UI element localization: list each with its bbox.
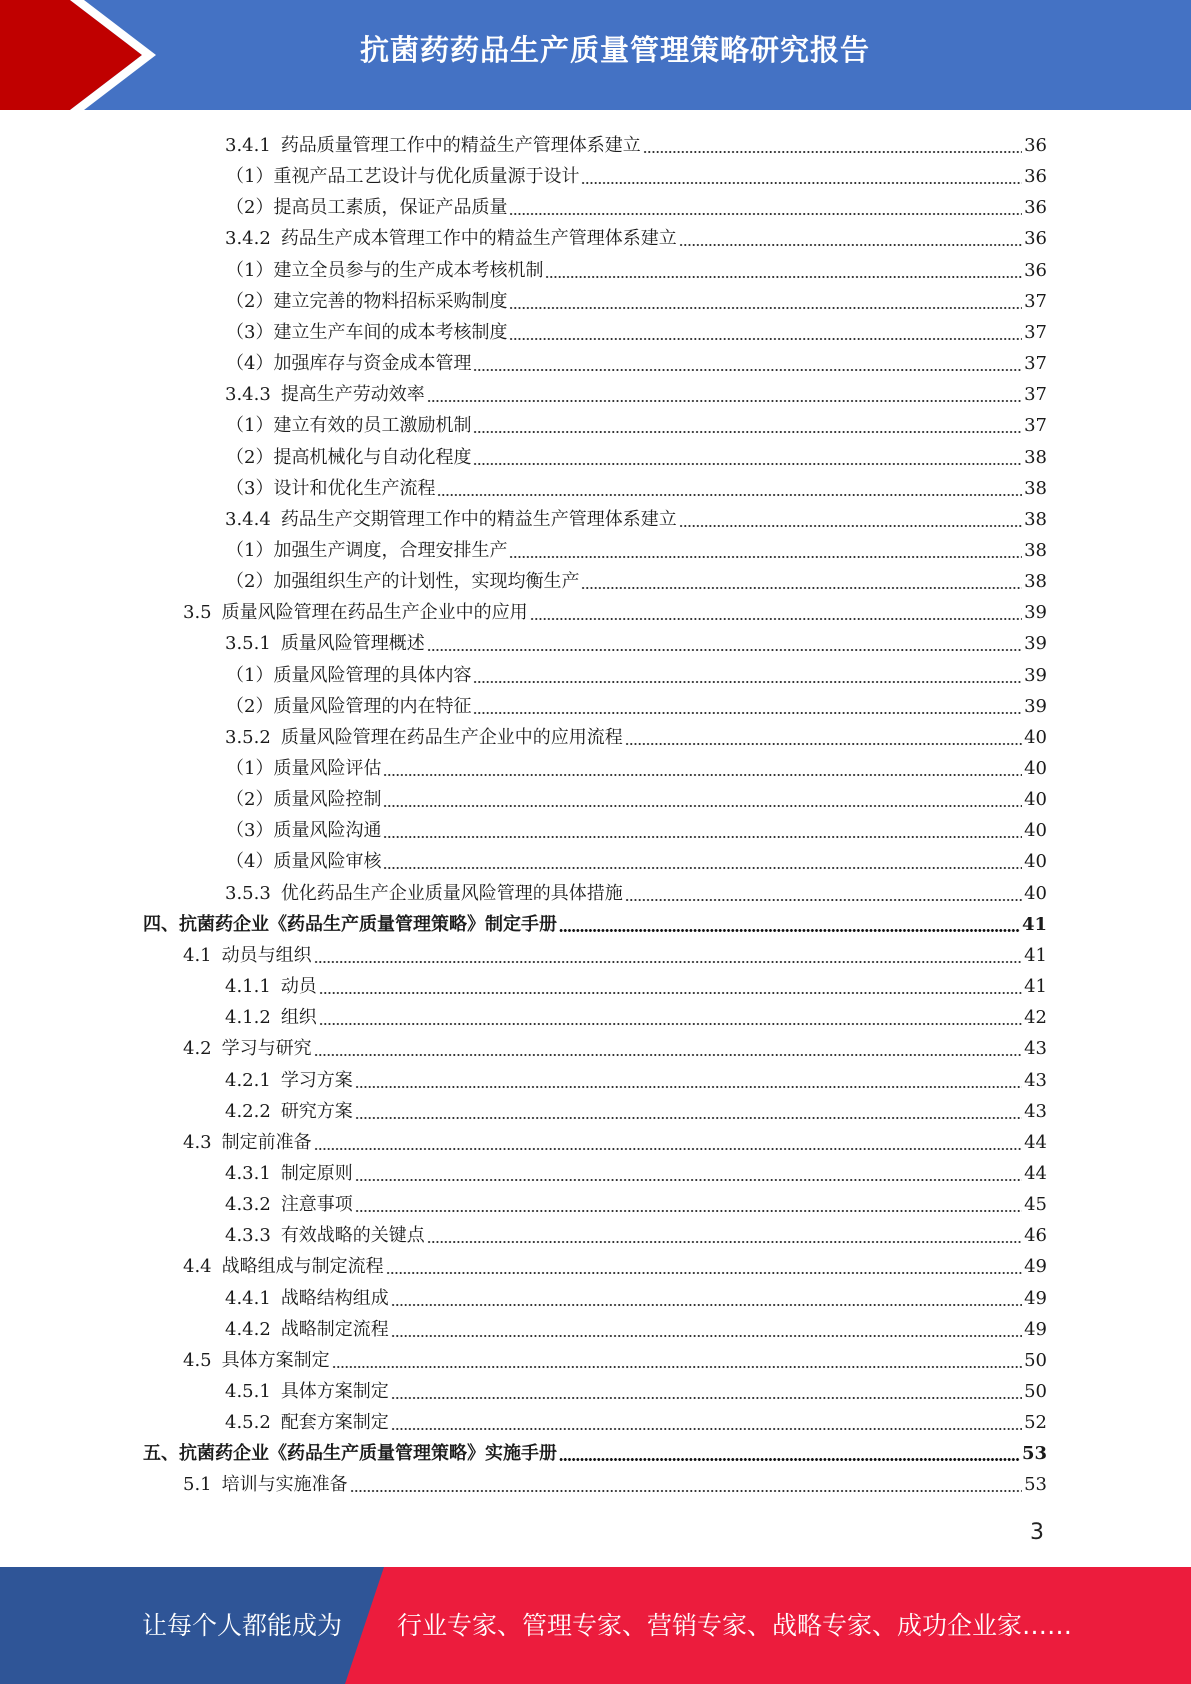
toc-entry[interactable] (226, 658, 1047, 689)
toc-entry[interactable] (225, 1187, 1047, 1218)
toc-dot-leader (383, 867, 1022, 869)
toc-entry-number: 4.3.2 (225, 1194, 271, 1216)
toc-dot-leader (625, 743, 1022, 745)
toc-entry-title: （2）提高员工素质，保证产品质量 (226, 197, 508, 219)
toc-entry[interactable] (226, 751, 1047, 782)
toc-entry[interactable] (226, 253, 1047, 284)
toc-dot-leader (473, 712, 1022, 714)
toc-entry-title: 五、抗菌药企业《药品生产质量管理策略》实施手册 (143, 1443, 557, 1465)
toc-entry[interactable] (226, 813, 1047, 844)
toc-entry-number: 4.5.1 (225, 1381, 271, 1402)
toc-entry-title: 四、抗菌药企业《药品生产质量管理策略》制定手册 (143, 913, 557, 935)
toc-entry-title: 具体方案制定 (280, 1381, 389, 1402)
toc-dot-leader (427, 649, 1022, 651)
toc-entry-title: 质量风险管理在药品生产企业中的应用流程 (280, 726, 623, 748)
toc-entry[interactable] (225, 377, 1047, 408)
toc-entry-page: 40 (1024, 820, 1047, 842)
toc-entry[interactable] (225, 969, 1047, 1000)
toc-entry[interactable] (226, 471, 1047, 502)
toc-entry-number: 4.4 (183, 1256, 212, 1278)
toc-entry-number: 4.3.1 (225, 1162, 271, 1184)
toc-entry-number: 4.4.1 (225, 1287, 271, 1309)
toc-entry-title: （2）加强组织生产的计划性，实现均衡生产 (226, 571, 580, 593)
toc-dot-leader (332, 1366, 1022, 1368)
toc-entry-page: 53 (1021, 1443, 1047, 1465)
toc-entry-title: 学习方案 (280, 1069, 353, 1091)
page-footer (0, 1567, 1191, 1684)
toc-entry-page: 36 (1024, 135, 1047, 156)
toc-entry-title: 制定原则 (280, 1162, 353, 1184)
toc-entry-title: 具体方案制定 (221, 1349, 330, 1371)
toc-entry-page: 50 (1024, 1381, 1047, 1402)
toc-dot-leader (509, 338, 1022, 340)
toc-entry[interactable] (226, 408, 1047, 439)
toc-entry-title: 培训与实施准备 (221, 1474, 348, 1496)
toc-entry[interactable] (225, 1312, 1047, 1343)
toc-entry[interactable] (183, 1249, 1047, 1280)
page-number: 3 (1030, 1520, 1044, 1545)
toc-dot-leader (383, 805, 1022, 807)
toc-entry-title: （1）建立全员参与的生产成本考核机制 (226, 259, 544, 281)
toc-entry-number: 4.3.3 (225, 1225, 271, 1247)
toc-entry-title: （2）质量风险管理的内在特征 (226, 695, 472, 717)
toc-dot-leader (427, 1241, 1022, 1243)
toc-entry[interactable] (183, 595, 1047, 626)
toc-entry-title: 药品生产成本管理工作中的精益生产管理体系建立 (280, 228, 677, 250)
toc-entry-number: 4.2.2 (225, 1100, 271, 1122)
toc-dot-leader (509, 213, 1022, 215)
toc-entry-page: 52 (1024, 1412, 1047, 1434)
toc-entry-page: 43 (1024, 1100, 1047, 1122)
toc-entry-title: （3）质量风险沟通 (226, 820, 382, 842)
toc-entry[interactable] (225, 626, 1047, 657)
toc-entry[interactable] (143, 1436, 1047, 1467)
toc-dot-leader (545, 276, 1022, 278)
toc-dot-leader (355, 1117, 1022, 1119)
toc-entry[interactable] (226, 533, 1047, 564)
toc-entry-number: 3.5.2 (225, 726, 271, 748)
toc-dot-leader (355, 1179, 1022, 1181)
toc-entry[interactable] (226, 284, 1047, 315)
toc-entry-page: 43 (1024, 1038, 1047, 1060)
toc-entry-number: 4.1 (183, 944, 212, 966)
toc-entry[interactable] (226, 564, 1047, 595)
toc-entry[interactable] (226, 440, 1047, 471)
toc-entry-page: 49 (1024, 1318, 1047, 1340)
toc-entry-title: 注意事项 (280, 1194, 353, 1216)
toc-entry-number: 3.5.3 (225, 882, 271, 904)
toc-dot-leader (473, 431, 1022, 433)
toc-entry-title: （4）加强库存与资金成本管理 (226, 353, 472, 375)
toc-dot-leader (314, 1148, 1022, 1150)
toc-entry[interactable] (143, 907, 1047, 938)
toc-entry-title: 药品质量管理工作中的精益生产管理体系建立 (280, 135, 641, 156)
toc-entry-page: 36 (1024, 166, 1047, 188)
toc-entry-page: 38 (1024, 571, 1047, 593)
toc-entry-title: （4）质量风险审核 (226, 851, 382, 873)
toc-entry-page: 40 (1024, 789, 1047, 811)
toc-dot-leader (391, 1397, 1022, 1399)
toc-entry[interactable] (225, 1156, 1047, 1187)
toc-dot-leader (355, 1086, 1022, 1088)
toc-entry[interactable] (183, 1125, 1047, 1156)
toc-entry-title: （3）建立生产车间的成本考核制度 (226, 321, 508, 343)
toc-entry-title: 战略制定流程 (280, 1318, 389, 1340)
toc-entry[interactable] (225, 1281, 1047, 1312)
toc-entry-title: 动员 (280, 976, 317, 998)
toc-entry-number: 3.5.1 (225, 633, 271, 655)
toc-entry[interactable] (225, 876, 1047, 907)
toc-entry-title: 优化药品生产企业质量风险管理的具体措施 (280, 882, 623, 904)
toc-dot-leader (386, 1272, 1022, 1274)
toc-entry-page: 41 (1021, 913, 1047, 935)
toc-dot-leader (581, 587, 1022, 589)
toc-entry-title: （2）建立完善的物料招标采购制度 (226, 290, 508, 312)
toc-dot-leader (473, 369, 1022, 371)
toc-dot-leader (383, 774, 1022, 776)
toc-entry-number: 3.4.1 (225, 135, 271, 156)
toc-entry-number: 4.1.1 (225, 976, 271, 998)
toc-entry-page: 41 (1024, 976, 1047, 998)
toc-entry[interactable] (225, 221, 1047, 252)
toc-dot-leader (383, 836, 1022, 838)
toc-entry-page: 36 (1024, 228, 1047, 250)
toc-entry[interactable] (225, 1405, 1047, 1436)
toc-entry-page: 44 (1024, 1131, 1047, 1153)
toc-entry-page: 50 (1024, 1349, 1047, 1371)
toc-entry-page: 45 (1024, 1194, 1047, 1216)
toc-dot-leader (679, 525, 1022, 527)
toc-entry-title: （3）设计和优化生产流程 (226, 477, 436, 499)
toc-dot-leader (314, 961, 1022, 963)
toc-entry-page: 36 (1024, 259, 1047, 281)
toc-entry-title: （2）质量风险控制 (226, 789, 382, 811)
toc-dot-leader (314, 1054, 1022, 1056)
toc-entry-title: （2）提高机械化与自动化程度 (226, 446, 472, 468)
toc-dot-leader (427, 400, 1022, 402)
toc-dot-leader (530, 618, 1022, 620)
toc-entry-number: 4.5 (183, 1349, 212, 1371)
toc-entry[interactable] (226, 689, 1047, 720)
toc-entry[interactable] (225, 1374, 1047, 1405)
toc-entry-title: 有效战略的关键点 (280, 1225, 425, 1247)
toc-entry-page: 38 (1024, 477, 1047, 499)
toc-dot-leader (391, 1335, 1022, 1337)
toc-entry-page: 39 (1024, 602, 1047, 624)
toc-entry-number: 4.2 (183, 1038, 212, 1060)
toc-entry-page: 49 (1024, 1287, 1047, 1309)
toc-entry-title: （1）加强生产调度，合理安排生产 (226, 539, 508, 561)
toc-entry-title: 质量风险管理概述 (280, 633, 425, 655)
footer-slogan-left: 让每个人都能成为 (142, 1611, 343, 1640)
toc-entry-page: 46 (1024, 1225, 1047, 1247)
toc-entry-page: 41 (1024, 944, 1047, 966)
toc-entry[interactable] (225, 1000, 1047, 1031)
toc-entry[interactable] (226, 346, 1047, 377)
toc-dot-leader (559, 1458, 1020, 1461)
toc-entry-title: （1）质量风险管理的具体内容 (226, 664, 472, 686)
toc-entry[interactable] (183, 1467, 1047, 1498)
toc-entry-title: 研究方案 (280, 1100, 353, 1122)
toc-entry-page: 37 (1024, 290, 1047, 312)
toc-dot-leader (391, 1428, 1022, 1430)
page-header (0, 0, 1191, 110)
toc-entry-number: 4.4.2 (225, 1318, 271, 1340)
toc-entry-page: 37 (1024, 415, 1047, 437)
toc-entry[interactable] (183, 1031, 1047, 1062)
toc-entry[interactable] (183, 1343, 1047, 1374)
toc-entry-title: 制定前准备 (221, 1131, 312, 1153)
toc-entry-page: 39 (1024, 664, 1047, 686)
toc-entry-number: 4.1.2 (225, 1007, 271, 1029)
toc-entry[interactable] (225, 1063, 1047, 1094)
toc-entry-title: 药品生产交期管理工作中的精益生产管理体系建立 (280, 508, 677, 530)
toc-entry-number: 3.4.4 (225, 508, 271, 530)
toc-entry-page: 37 (1024, 321, 1047, 343)
toc-entry[interactable] (225, 128, 1047, 159)
toc-entry[interactable] (225, 502, 1047, 533)
toc-entry-number: 4.5.2 (225, 1412, 271, 1434)
toc-dot-leader (509, 307, 1022, 309)
toc-entry-title: 战略组成与制定流程 (221, 1256, 384, 1278)
toc-dot-leader (473, 681, 1022, 683)
toc-entry-number: 3.4.3 (225, 384, 271, 406)
toc-entry-page: 39 (1024, 633, 1047, 655)
toc-entry-page: 40 (1024, 851, 1047, 873)
toc-dot-leader (391, 1304, 1022, 1306)
toc-entry-page: 44 (1024, 1162, 1047, 1184)
toc-entry[interactable] (225, 1218, 1047, 1249)
toc-entry-title: （1）质量风险评估 (226, 758, 382, 779)
toc-entry-page: 53 (1024, 1474, 1047, 1496)
toc-entry-page: 49 (1024, 1256, 1047, 1278)
toc-entry-number: 3.5 (183, 602, 212, 624)
toc-entry-number: 5.1 (183, 1474, 212, 1496)
toc-entry-title: 质量风险管理在药品生产企业中的应用 (221, 602, 528, 624)
toc-entry-title: 组织 (280, 1007, 317, 1029)
toc-entry[interactable] (226, 782, 1047, 813)
toc-entry-page: 38 (1024, 446, 1047, 468)
toc-entry-page: 40 (1024, 726, 1047, 748)
toc-entry-page: 38 (1024, 539, 1047, 561)
toc-dot-leader (355, 1210, 1022, 1212)
toc-entry-title: （1）建立有效的员工激励机制 (226, 415, 472, 437)
toc-entry[interactable] (226, 844, 1047, 875)
toc-entry-page: 43 (1024, 1069, 1047, 1091)
toc-dot-leader (319, 1023, 1022, 1025)
toc-entry[interactable] (183, 938, 1047, 969)
toc-dot-leader (509, 556, 1022, 558)
toc-entry-title: （1）重视产品工艺设计与优化质量源于设计 (226, 166, 580, 188)
toc-entry-number: 4.2.1 (225, 1069, 271, 1091)
toc-entry[interactable] (226, 315, 1047, 346)
toc-entry[interactable] (226, 159, 1047, 190)
toc-dot-leader (319, 992, 1022, 994)
toc-entry-title: 动员与组织 (221, 944, 312, 966)
toc-entry-number: 3.4.2 (225, 228, 271, 250)
toc-entry-page: 39 (1024, 695, 1047, 717)
toc-entry-page: 38 (1024, 508, 1047, 530)
toc-dot-leader (643, 151, 1022, 153)
toc-dot-leader (559, 929, 1020, 932)
toc-dot-leader (350, 1490, 1022, 1492)
report-title: 抗菌药药品生产质量管理策略研究报告 (359, 33, 870, 67)
toc-dot-leader (473, 463, 1022, 465)
toc-entry-page: 36 (1024, 197, 1047, 219)
toc-entry-title: 学习与研究 (221, 1038, 312, 1060)
toc-entry-page: 37 (1024, 384, 1047, 406)
toc-entry-page: 40 (1024, 758, 1047, 779)
toc-entry-page: 42 (1024, 1007, 1047, 1029)
toc-dot-leader (437, 494, 1022, 496)
toc-entry[interactable] (225, 720, 1047, 751)
toc-entry-page: 40 (1024, 882, 1047, 904)
toc-entry-page: 37 (1024, 353, 1047, 375)
toc-dot-leader (679, 244, 1022, 246)
toc-entry-title: 战略结构组成 (280, 1287, 389, 1309)
toc-entry[interactable] (226, 190, 1047, 221)
toc-entry-title: 配套方案制定 (280, 1412, 389, 1434)
toc-entry-title: 提高生产劳动效率 (280, 384, 425, 406)
footer-slogan-right: 行业专家、管理专家、营销专家、战略专家、成功企业家…… (397, 1611, 1073, 1640)
toc-dot-leader (625, 899, 1022, 901)
toc-entry-number: 4.3 (183, 1131, 212, 1153)
toc-dot-leader (581, 182, 1022, 184)
toc-entry[interactable] (225, 1094, 1047, 1125)
